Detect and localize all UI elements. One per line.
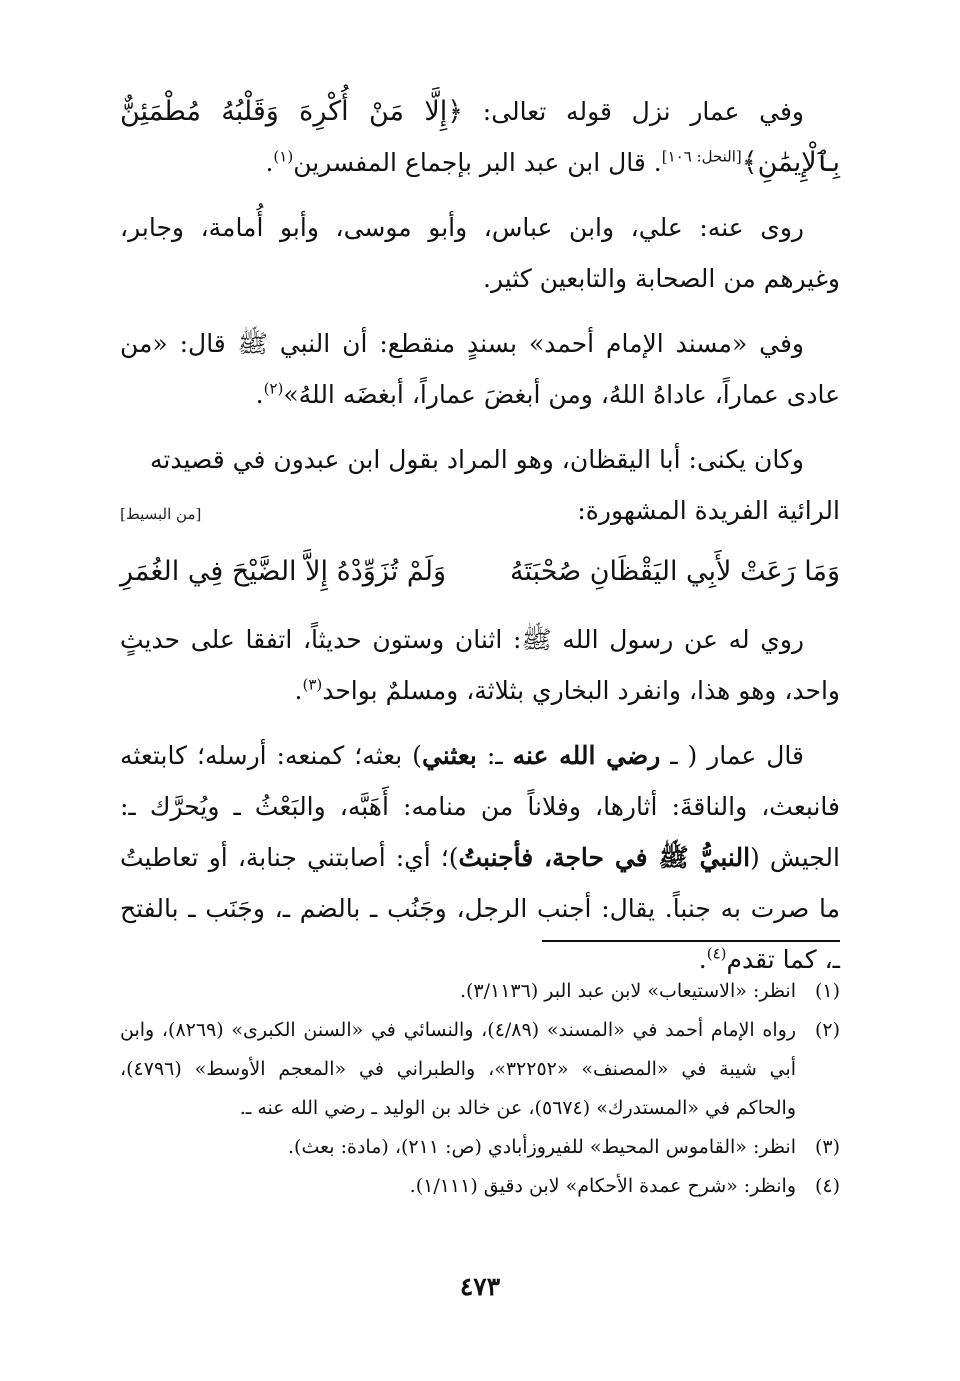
poem-first-hemistich: وَمَا رَعَتْ لأَبِي اليَقْظَانِ صُحْبَتَهُ: [510, 556, 840, 587]
quran-verse: ﴿إِلَّا مَنْ أُكْرِهَ وَقَلْبُهُ مُطْمَئِنٌّ بِٱلْإِيمَٰنِ﴾: [120, 96, 840, 178]
paragraph-text: )؛ أي: أصابتني جنابة، أو تعاطيتُ ما صرت به جنباً. يقال: أجنب الرجل، وجَنُب ـ بالضم ـ، وجَنَب ـ بالفتح ـ، كما تقدم: [120, 843, 840, 974]
footnote: [120, 1011, 840, 1128]
paragraph-text: ) بعثه؛ كمنعه: أرسله؛ كابتعثه فانبعث، والناقةَ: أثارها، وفلاناً من منامه: أَهَبَّه، والبَعْثُ ـ ويُحرَّك ـ: الجيش (: [120, 741, 840, 872]
paragraph-text: روى عنه: علي، وابن عباس، وأبو موسى، وأبو أُمامة، وجابر، وغيرهم من الصحابة والتابعين كثير.: [120, 213, 840, 293]
footnote-separator: [542, 940, 840, 942]
paragraph-text: . قال ابن عبد البر بإجماع المفسرين: [293, 148, 662, 177]
poem-heading: [120, 485, 840, 540]
paragraph-text: وكان يكنى: أبا اليقظان، وهو المراد بقول ابن عبدون في قصيدته: [150, 445, 804, 474]
footnote-number: (٢): [814, 1019, 840, 1041]
bold-phrase: بعثني: [421, 741, 477, 770]
footnote-text: وانظر: «شرح عمدة الأحكام» لابن دقيق (١/١١١).: [409, 1175, 796, 1197]
paragraph-text: وفي عمار نزل قوله تعالى:: [463, 97, 804, 126]
footnote: [120, 1128, 840, 1167]
footnotes-section: [120, 972, 840, 1206]
footnote-text: رواه الإمام أحمد في «المسند» (٤/٨٩)، والنسائي في «السنن الكبرى» (٨٢٦٩)، وابن أبي شيبة في «المصنف» «٣٢٢٥٢»، والطبراني في «المعجم الأوسط» (٤٧٩٦)، والحاكم في «المستدرك» (٥٦٧٤)، عن خالد بن الوليد ـ رضي الله عنه ـ.: [120, 1019, 797, 1119]
bold-phrase: النبيُّ ﷺ في حاجة، فأجنبتُ: [458, 843, 751, 872]
paragraph-punctuation: .: [255, 380, 264, 409]
poem-intro: الرائية الفريدة المشهورة:: [577, 496, 840, 525]
paragraph-text: ـ:: [476, 741, 513, 770]
poem-meter-label: [من البسيط]: [120, 505, 202, 523]
paragraph-text: قال عمار ( ـ: [660, 741, 804, 770]
paragraph-punctuation: .: [265, 148, 274, 177]
footnote-text: انظر: «القاموس المحيط» للفيروزأبادي (ص: ٢١١)، (مادة: بعث).: [288, 1136, 796, 1158]
footnote-marker[interactable]: (١): [273, 147, 294, 166]
footnote-number: (٤): [814, 1175, 840, 1197]
footnote: [120, 972, 840, 1011]
paragraph-punctuation: .: [294, 676, 303, 705]
footnote-marker[interactable]: (٣): [302, 675, 323, 694]
paragraph-quran-verse: [120, 86, 840, 188]
paragraph-narrators: [120, 202, 840, 304]
paragraph-text: روي له عن رسول الله ﷺ: اثنان وستون حديثاً، اتفقا على حديثٍ واحد، وهو هذا، وانفرد البخاري بثلاثة، ومسلمٌ بواحد: [120, 625, 840, 705]
paragraph-text: وفي «مسند الإمام أحمد» بسندٍ منقطع: أن النبي ﷺ قال: «من عادى عماراً، عاداهُ اللهُ، ومن أبغضَ عماراً، أبغضَه اللهُ»: [120, 329, 840, 409]
footnote-marker[interactable]: (٤): [706, 944, 727, 963]
footnote: [120, 1167, 840, 1206]
footnote-number: (٣): [814, 1136, 840, 1158]
paragraph-kunya: [120, 434, 840, 485]
book-page: [120, 86, 840, 1346]
footnote-marker[interactable]: (٢): [263, 379, 284, 398]
paragraph-hadith-count: [120, 614, 840, 716]
paragraph-punctuation: .: [698, 945, 707, 974]
surah-reference: [النحل: ١٠٦]: [661, 147, 742, 166]
page-number: ٤٧٣: [459, 1272, 501, 1301]
footnote-text: انظر: «الاستيعاب» لابن عبد البر (٣/١١٣٦).: [459, 980, 796, 1002]
poem-second-hemistich: وَلَمْ تُزَوِّدْهُ إِلاَّ الضَّيْحَ فِي الغُمَرِ: [120, 556, 447, 587]
bold-phrase: رضي الله عنه: [512, 741, 661, 770]
poem-verse: [120, 542, 840, 602]
footnote-number: (١): [814, 980, 840, 1002]
paragraph-musnad: [120, 318, 840, 420]
paragraph-commentary: [120, 730, 840, 985]
